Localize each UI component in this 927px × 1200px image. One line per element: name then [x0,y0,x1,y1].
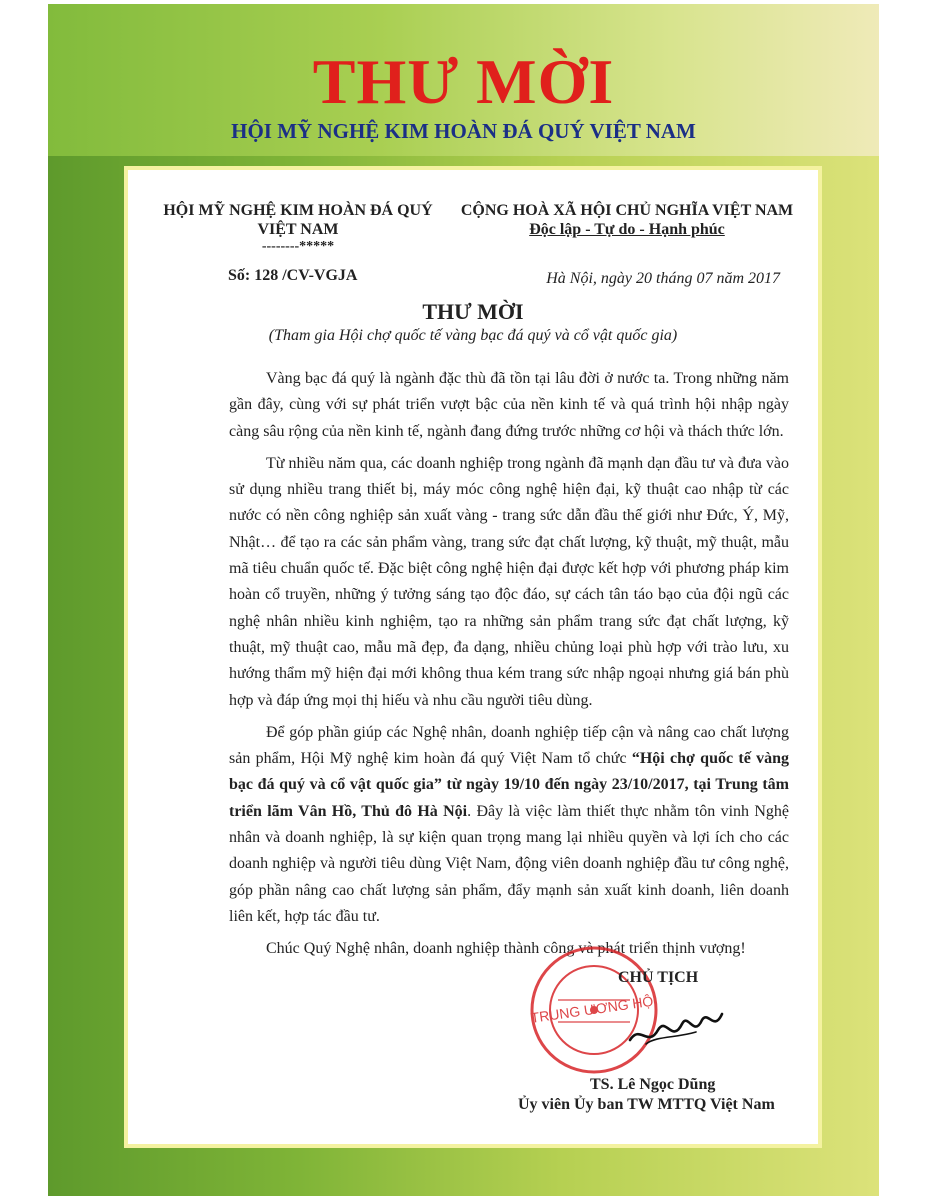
signer-role: CHỦ TỊCH [618,969,699,986]
document-number: Số: 128 /CV-VGJA [228,267,358,284]
organization-header [158,201,438,255]
national-header [460,201,794,239]
national-motto: Độc lập - Tự do - Hạnh phúc [529,221,725,238]
paragraph-3-rest: . Đây là việc làm thiết thực nhằm tôn vinh Nghệ nhân và doanh nghiệp, là sự kiện quan trọng mang lại nhiều quyền và lợi ích cho các doanh nghiệp và người tiêu dùng Việt Nam, động viên doanh nghiệp đầu tư công nghệ, góp phần nâng cao chất lượng sản phẩm, đẩy mạnh sản xuất kinh doanh, liên doanh liên kết, hợp tác đầu tư. [229,802,790,925]
paragraph-3-intro: Để góp phần giúp các Nghệ nhân, doanh nghiệp tiếp cận và nâng cao chất lượng sản phẩm, Hội Mỹ nghệ kim hoàn đá quý Việt Nam tổ chức [229,723,789,768]
signer-position: Ủy viên Ủy ban TW MTTQ Việt Nam [518,1096,775,1113]
paragraph-3 [229,720,789,930]
signer-name: TS. Lê Ngọc Dũng [590,1076,716,1093]
svg-text:TRUNG ƯƠNG HỘI: TRUNG ƯƠNG HỘI [529,992,659,1026]
banner-subtitle: HỘI MỸ NGHỆ KIM HOÀN ĐÁ QUÝ VIỆT NAM [231,119,696,143]
country-name: CỘNG HOÀ XÃ HỘI CHỦ NGHĨA VIỆT NAM [460,202,794,219]
letter-subtitle: (Tham gia Hội chợ quốc tế vàng bạc đá quý và cổ vật quốc gia) [268,327,678,344]
paragraph-2: Từ nhiều năm qua, các doanh nghiệp trong ngành đã mạnh dạn đầu tư và đưa vào sử dụng nhiều trang thiết bị, máy móc công nghệ hiện đại, kỹ thuật cao nhập từ các nước có nền công nghiệp sản xuất vàng - trang sức dẫn đầu thế giới như Đức, Ý, Mỹ, Nhật… để tạo ra các sản phẩm vàng, trang sức đạt chất lượng, kỹ thuật, mỹ thuật, mẫu mã tiêu chuẩn quốc tế. Đặc biệt công nghệ hiện đại được kết hợp với phương pháp kim hoàn cổ truyền, những ý tưởng sáng tạo độc đáo, sự cách tân táo bạo của đội ngũ các nghệ nhân nhiều kinh nghiệm, tạo ra những sản phẩm trang sức đạt chất lượng, kỹ thuật, mỹ thuật cao, mẫu mã đẹp, đa dạng, nhiều chủng loại phù hợp với trào lưu, xu hướng thẩm mỹ hiện đại mới không thua kém trang sức nhập ngoại nhưng giá bán phù hợp và đáp ứng mọi thị hiếu và nhu cầu người tiêu dùng. [229,454,789,709]
organization-name: HỘI MỸ NGHỆ KIM HOÀN ĐÁ QUÝ [163,202,433,219]
organization-divider: --------***** [261,239,335,254]
event-name-bold: “Hội chợ quốc tế vàng bạc đá quý và cổ vật quốc gia” từ ngày 19/10 đến ngày 23/10/2017, tại Trung tâm triển lãm Vân Hồ, Thủ đô Hà Nội [229,750,789,820]
organization-name-line2: VIỆT NAM [257,221,339,238]
document-date: Hà Nội, ngày 20 tháng 07 năm 2017 [546,270,780,287]
banner-title: THƯ MỜI [312,46,615,117]
closing-line: Chúc Quý Nghệ nhân, doanh nghiệp thành công và phát triển thịnh vượng! [266,940,746,958]
paragraph-1: Vàng bạc đá quý là ngành đặc thù đã tồn tại lâu đời ở nước ta. Trong những năm gần đây, cùng với sự phát triển vượt bậc của nền kinh tế và quá trình hội nhập ngày càng sâu rộng của nền kinh tế, ngành đang đứng trước những cơ hội và thách thức lớn. [229,370,789,440]
handwritten-signature [626,994,726,1058]
letter-body [229,366,789,969]
letter-title: THƯ MỜI [422,299,524,324]
